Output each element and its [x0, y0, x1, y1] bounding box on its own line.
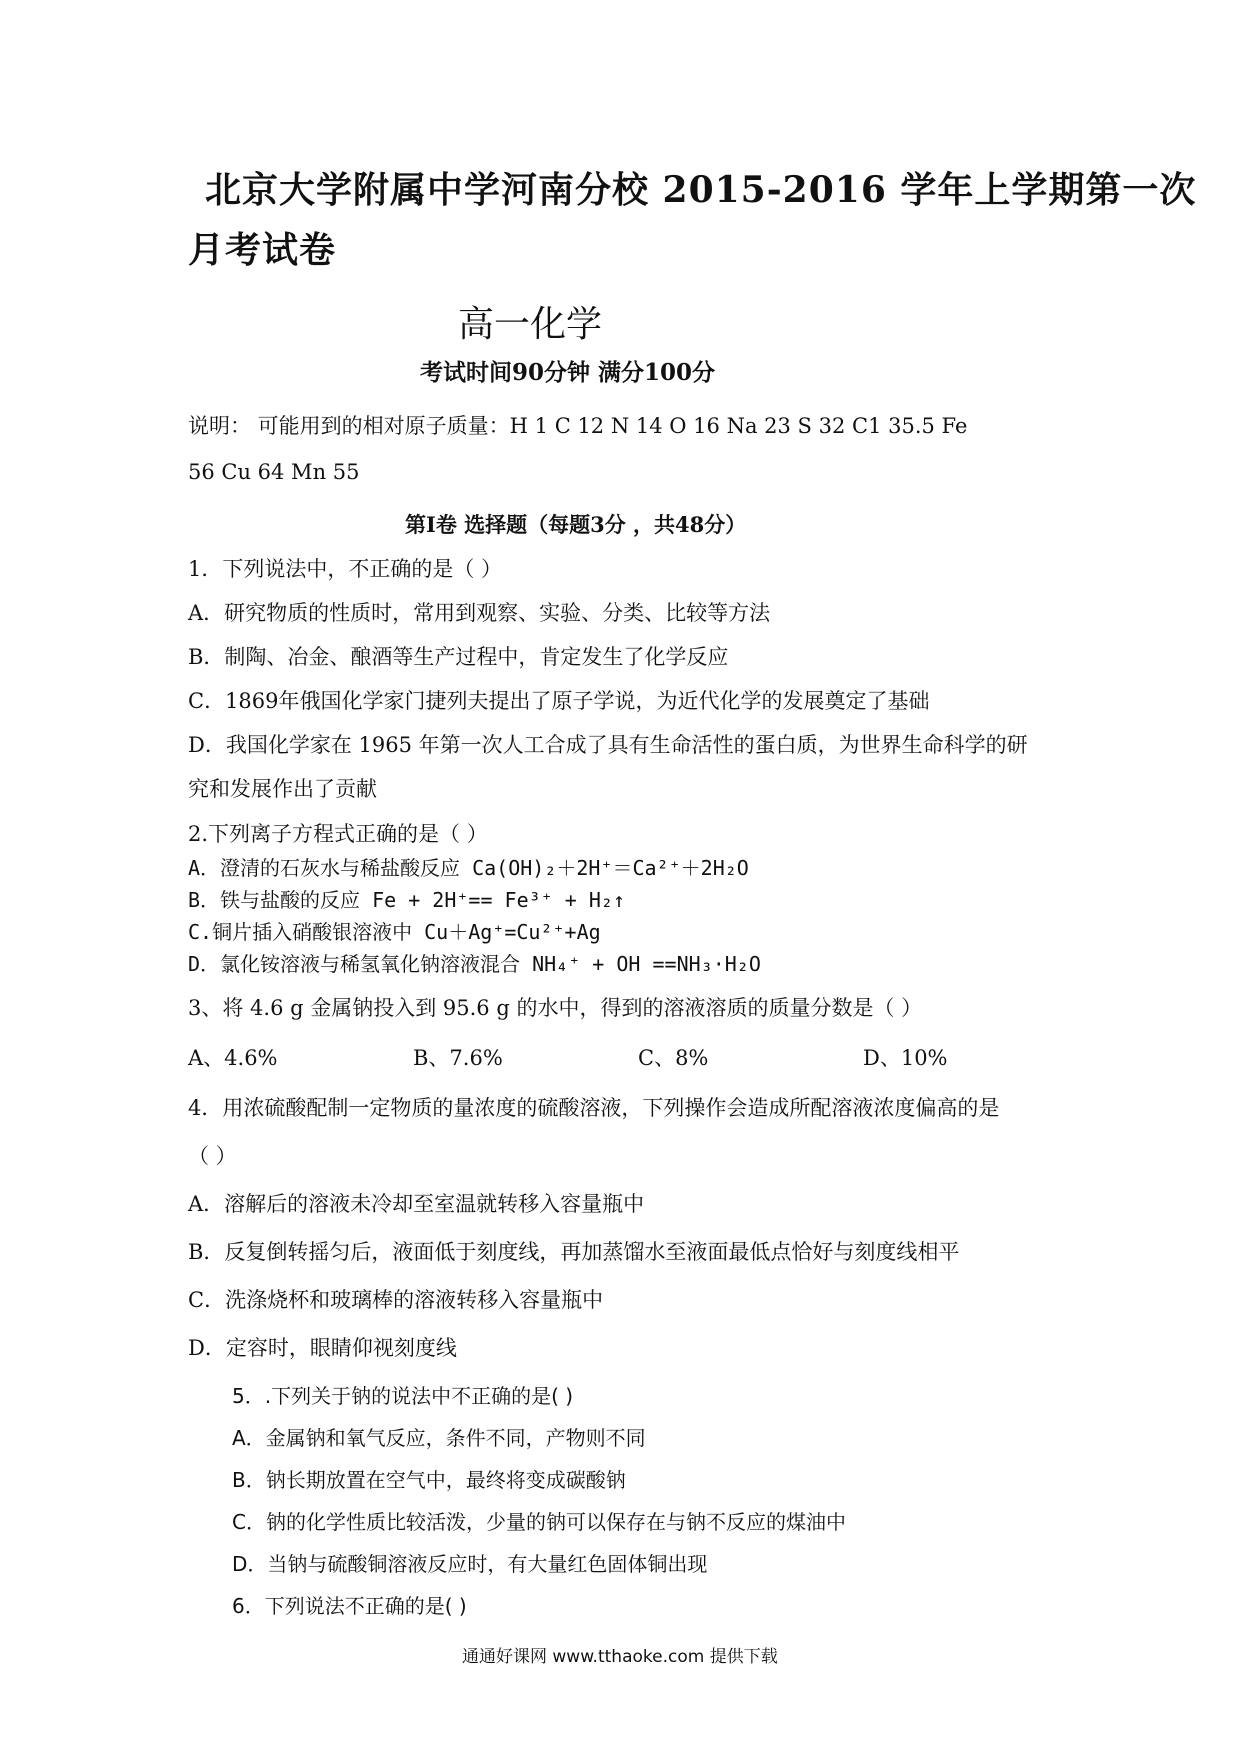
atomic-mass-note-line1: 说明： 可能用到的相对原子质量：H 1 C 12 N 14 O 16 Na 23 S 32 C1 35.5 Fe [188, 414, 968, 438]
q3-option-b: B、7.6% [413, 1046, 503, 1070]
q5-option-a: A．金属钠和氧气反应，条件不同，产物则不同 [232, 1426, 646, 1450]
q1-stem: 1．下列说法中，不正确的是（ ） [188, 557, 503, 581]
q3-options [188, 1042, 1088, 1072]
q1-option-d-line2: 究和发展作出了贡献 [188, 777, 377, 801]
q3-stem: 3、将 4.6 g 金属钠投入到 95.6 g 的水中，得到的溶液溶质的质量分数是（ ） [188, 996, 923, 1020]
q6-stem: 6．下列说法不正确的是( ) [232, 1594, 467, 1618]
q5-stem: 5．.下列关于钠的说法中不正确的是( ) [232, 1384, 574, 1408]
q1-option-a: A．研究物质的性质时，常用到观察、实验、分类、比较等方法 [188, 601, 771, 625]
exam-title-line2: 月考试卷 [188, 229, 337, 271]
exam-title-line1: 北京大学附属中学河南分校 2015-2016 学年上学期第一次 [205, 169, 1197, 211]
q2-option-c: C.铜片插入硝酸银溶液中 Cu＋Ag⁺=Cu²⁺+Ag [188, 920, 601, 944]
atomic-mass-note-line2: 56 Cu 64 Mn 55 [188, 460, 360, 484]
q2-option-a: A．澄清的石灰水与稀盐酸反应 Ca(OH)₂＋2H⁺＝Ca²⁺＋2H₂O [188, 856, 749, 880]
q4-option-a: A．溶解后的溶液未冷却至室温就转移入容量瓶中 [188, 1192, 645, 1216]
q4-option-d: D．定容时，眼睛仰视刻度线 [188, 1336, 457, 1360]
page-footer: 通通好课网 www.tthaoke.com 提供下载 [462, 1647, 778, 1667]
q5-option-c: C．钠的化学性质比较活泼，少量的钠可以保存在与钠不反应的煤油中 [232, 1510, 846, 1534]
q3-option-c: C、8% [638, 1046, 709, 1070]
q3-option-d: D、10% [863, 1046, 948, 1070]
exam-meta: 考试时间90分钟 满分100分 [420, 359, 716, 386]
q5-option-b: B．钠长期放置在空气中，最终将变成碳酸钠 [232, 1468, 626, 1492]
subject-title: 高一化学 [458, 304, 603, 345]
q4-option-b: B．反复倒转摇匀后，液面低于刻度线，再加蒸馏水至液面最低点恰好与刻度线相平 [188, 1240, 960, 1264]
q4-option-c: C．洗涤烧杯和玻璃棒的溶液转移入容量瓶中 [188, 1288, 604, 1312]
q1-option-c: C．1869年俄国化学家门捷列夫提出了原子学说，为近代化学的发展奠定了基础 [188, 689, 930, 713]
q5-option-d: D．当钠与硫酸铜溶液反应时，有大量红色固体铜出现 [232, 1552, 708, 1576]
q4-stem-line2: （ ） [188, 1144, 237, 1168]
q2-stem: 2.下列离子方程式正确的是（ ） [188, 822, 488, 846]
q4-stem-line1: 4．用浓硫酸配制一定物质的量浓度的硫酸溶液，下列操作会造成所配溶液浓度偏高的是 [188, 1096, 1000, 1120]
q3-option-a: A、4.6% [188, 1046, 278, 1070]
q2-option-d: D．氯化铵溶液与稀氢氧化钠溶液混合 NH₄⁺ + OH ==NH₃·H₂O [188, 952, 761, 976]
section-title: 第Ⅰ卷 选择题（每题3分 ，共48分） [405, 512, 747, 537]
q2-option-b: B．铁与盐酸的反应 Fe + 2H⁺== Fe³⁺ + H₂↑ [188, 888, 625, 912]
q1-option-d-line1: D．我国化学家在 1965 年第一次人工合成了具有生命活性的蛋白质，为世界生命科学的研 [188, 733, 1028, 757]
q1-option-b: B．制陶、冶金、酿酒等生产过程中，肯定发生了化学反应 [188, 645, 729, 669]
